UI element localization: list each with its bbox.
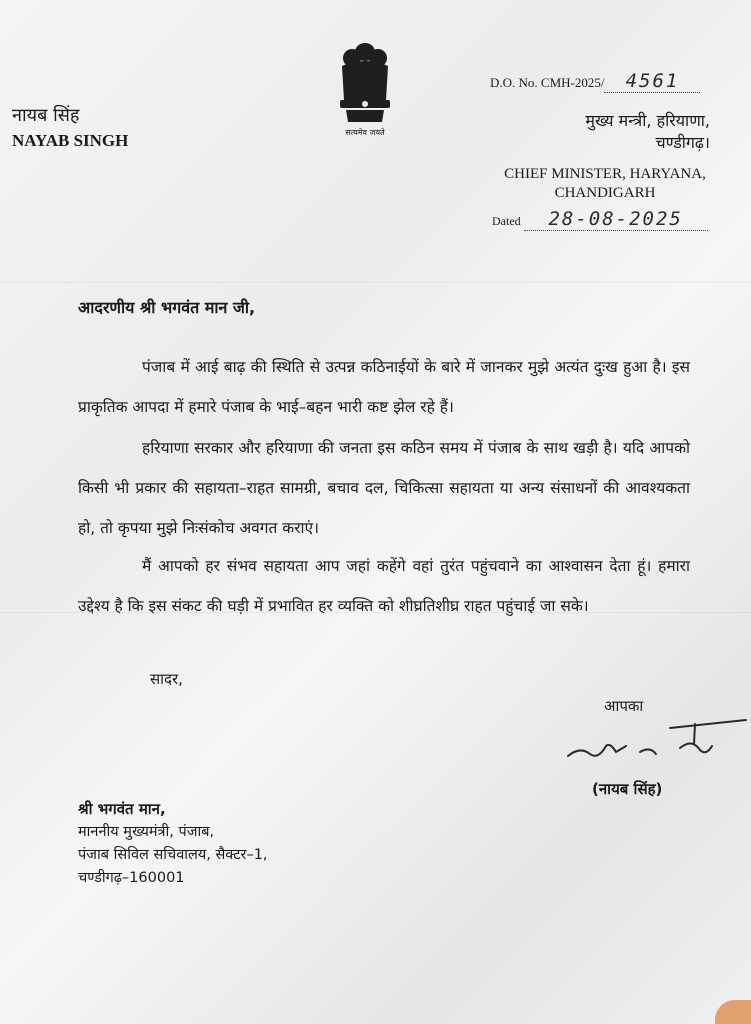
office-address-english xyxy=(500,165,710,203)
office-address-hindi xyxy=(530,110,710,154)
salutation: आदरणीय श्री भगवंत मान जी, xyxy=(78,298,256,317)
recipient-address xyxy=(78,798,268,890)
recipient-line3: चण्डीगढ़–160001 xyxy=(78,870,185,886)
recipient-line1: माननीय मुख्यमंत्री, पंजाब, xyxy=(78,824,215,840)
do-number-line xyxy=(490,70,700,93)
do-number-value: 4561 xyxy=(625,70,680,92)
date-field xyxy=(524,208,708,231)
signatory-name: (नायब सिंह) xyxy=(592,780,663,798)
letter-paragraph xyxy=(78,546,690,626)
paper-crease xyxy=(0,282,751,283)
sender-name-hindi: नायब सिंह xyxy=(12,105,80,126)
office-english-line2: CHANDIGARH xyxy=(554,185,656,201)
thumb-edge xyxy=(715,1000,751,1024)
signature-image xyxy=(560,716,750,768)
closing-text: सादर, xyxy=(150,670,183,688)
date-value: 28-08-2025 xyxy=(548,208,683,230)
office-hindi-line1: मुख्य मन्त्री, हरियाणा, xyxy=(585,111,710,130)
recipient-line2: पंजाब सिविल सचिवालय, सैक्टर–1, xyxy=(78,847,268,863)
emblem-motto: सत्यमेव जयते xyxy=(345,128,385,137)
paragraph-text: मैं आपको हर संभव सहायता आप जहां कहेंगे वहां तुरंत पहुंचवाने का आश्वासन देता हूं। हमारा उद्देश्य है कि इस संकट की घड़ी में प्रभावित हर व्यक्ति को शीघ्रतिशीघ्र राहत पहुंचाई जा सके। xyxy=(78,557,690,615)
recipient-name: श्री भगवंत मान, xyxy=(78,800,166,818)
paragraph-text: पंजाब में आई बाढ़ की स्थिति से उत्पन्न कठिनाईयों के बारे में जानकर मुझे अत्यंत दुःख हुआ है। इस प्राकृतिक आपदा में हमारे पंजाब के भाई–बहन भारी कष्ट झेल रहे हैं। xyxy=(78,358,690,416)
office-english-line1: CHIEF MINISTER, HARYANA, xyxy=(504,166,706,182)
do-number-field xyxy=(604,70,700,93)
do-number-label: D.O. No. CMH-2025/ xyxy=(490,75,605,90)
letter-paragraph xyxy=(78,347,690,427)
dated-label: Dated xyxy=(492,214,521,228)
letter-paragraph xyxy=(78,428,690,548)
sender-name-english: NAYAB SINGH xyxy=(12,131,129,150)
yours-text: आपका xyxy=(604,697,644,715)
date-line xyxy=(492,208,708,231)
paragraph-text: हरियाणा सरकार और हरियाणा की जनता इस कठिन समय में पंजाब के साथ खड़ी है। यदि आपको किसी भी प्रकार की सहायता–राहत सामग्री, बचाव दल, चिकित्सा सहायता या अन्य संसाधनों की आवश्यकता हो, तो कृपया मुझे निःसंकोच अवगत कराएं। xyxy=(78,439,690,537)
national-emblem-icon xyxy=(332,38,398,138)
office-hindi-line2: चण्डीगढ़। xyxy=(655,133,710,152)
